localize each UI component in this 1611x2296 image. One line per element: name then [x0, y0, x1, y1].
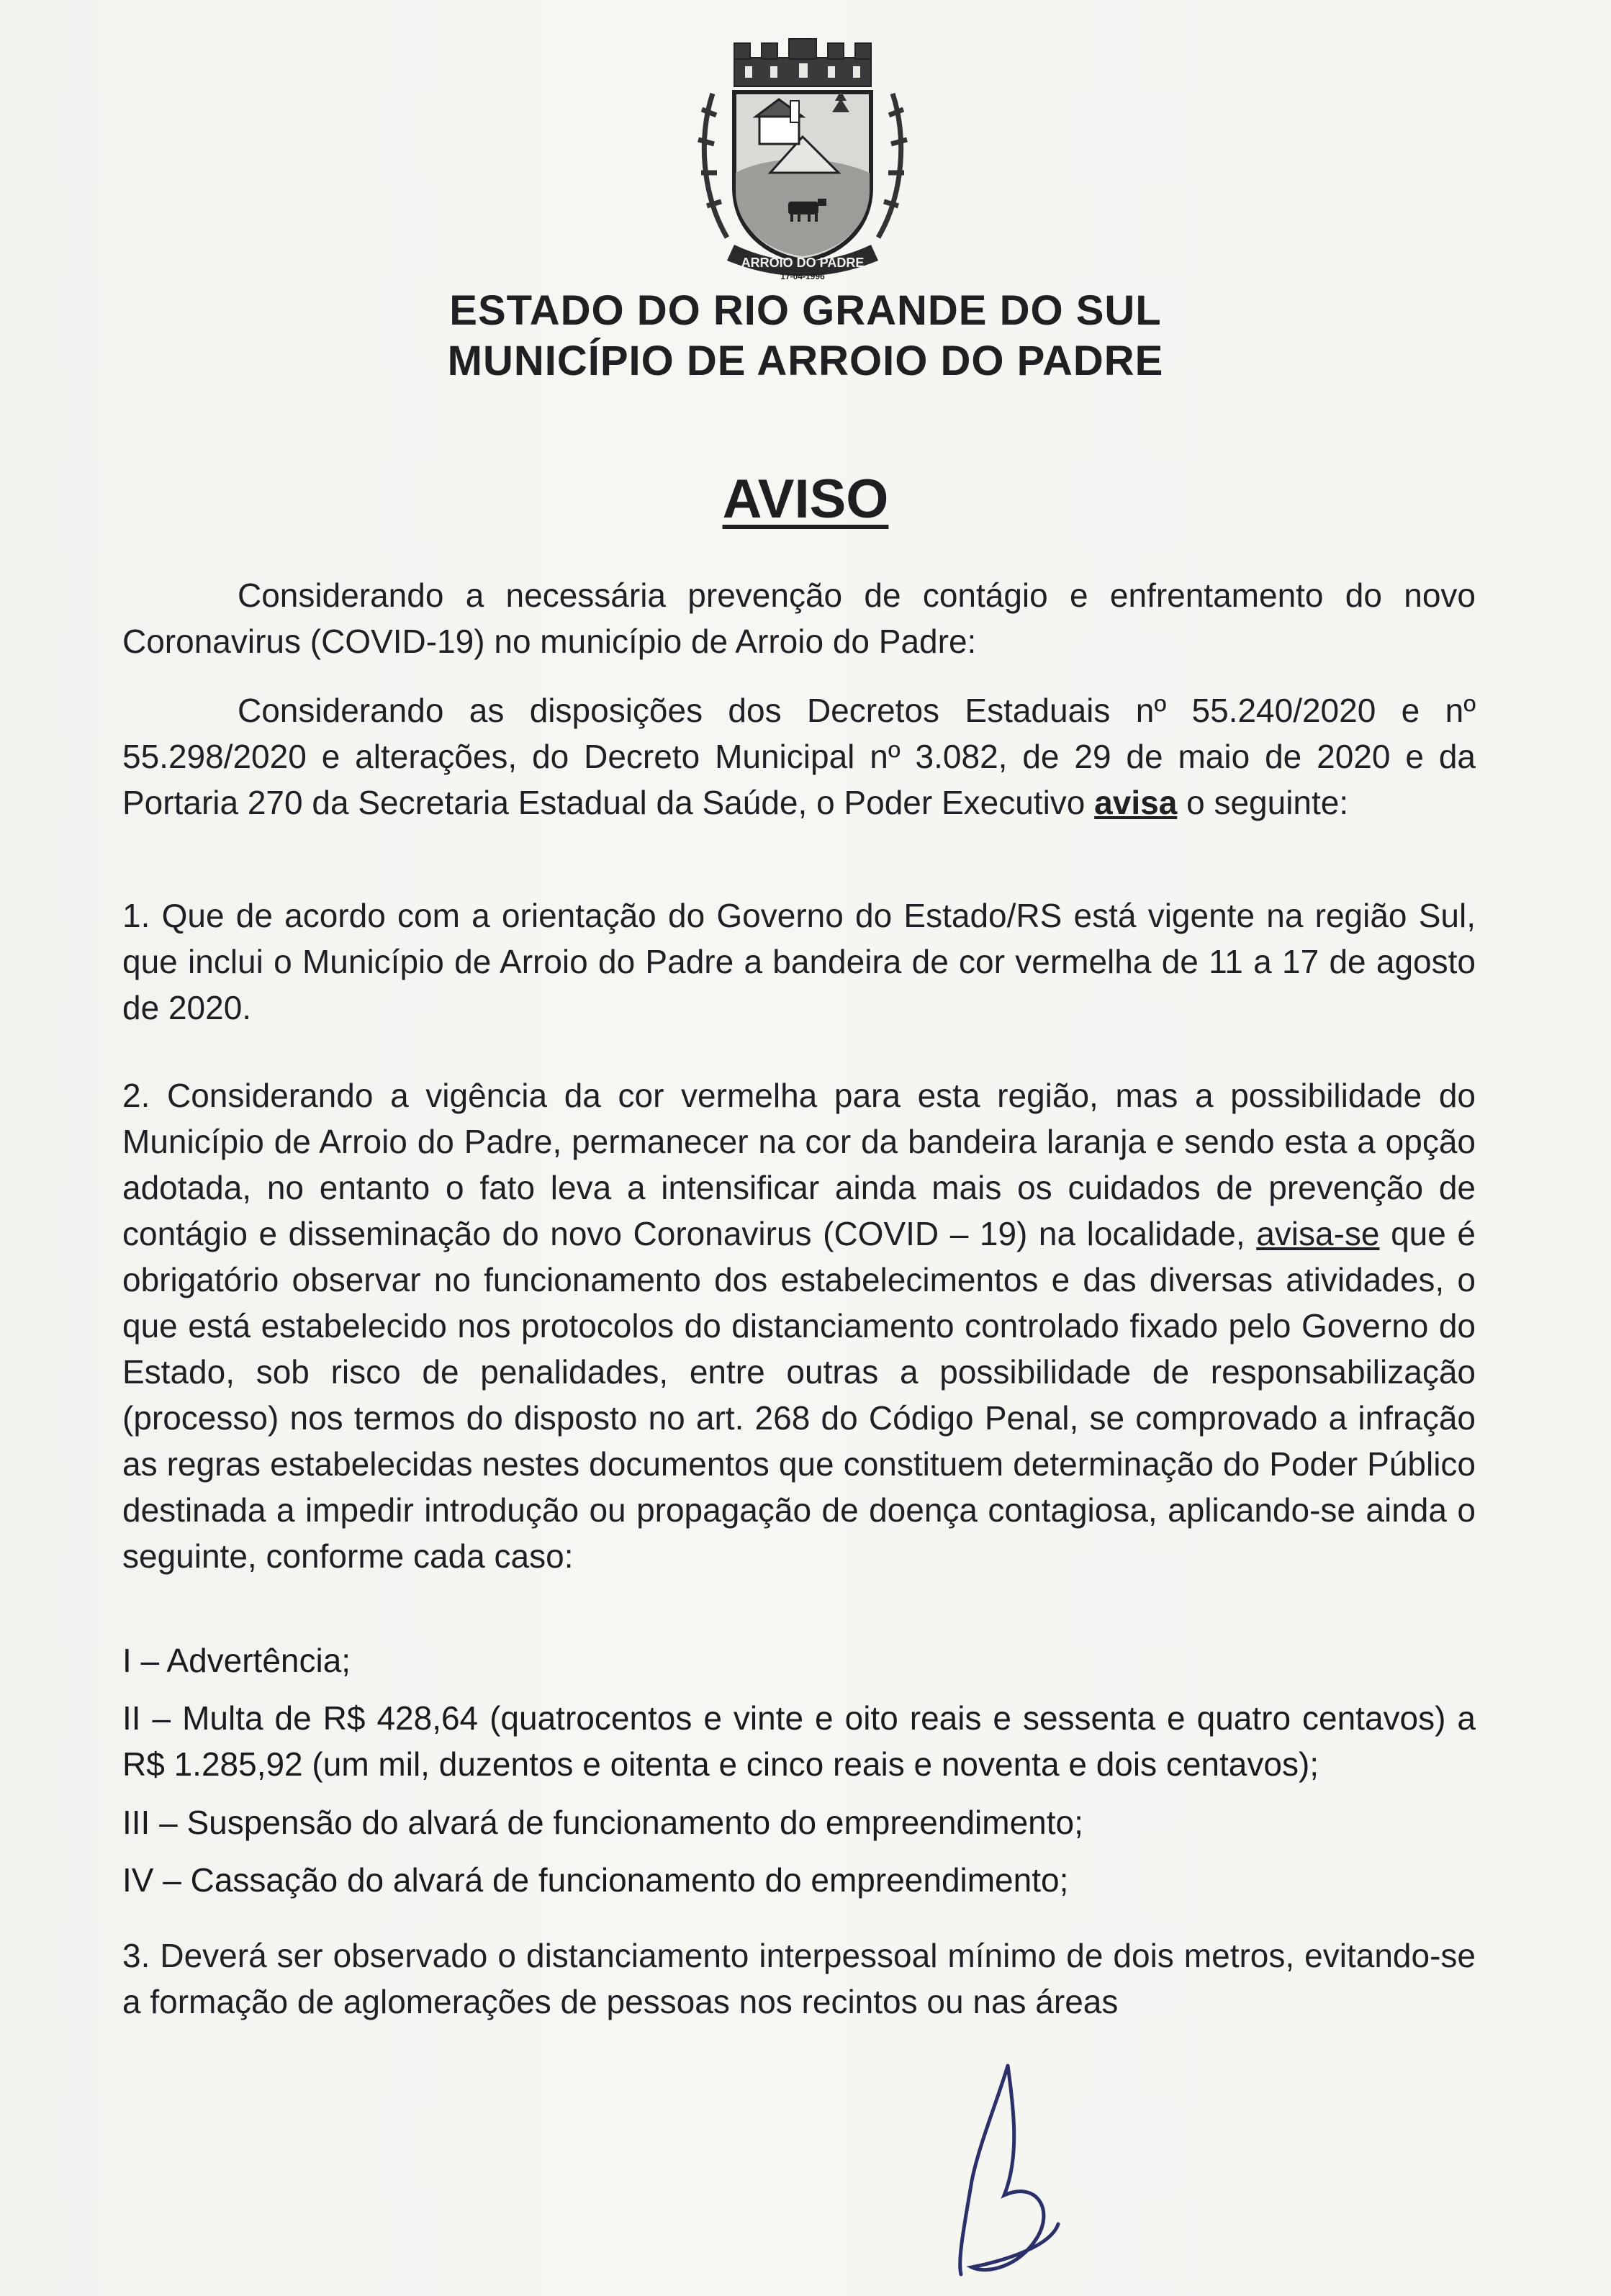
- avisa-se-emphasis: avisa-se: [1256, 1215, 1380, 1252]
- header-municipality: MUNICÍPIO DE ARROIO DO PADRE: [447, 338, 1164, 384]
- penalty-i: I – Advertência;: [122, 1642, 351, 1679]
- header-state: ESTADO DO RIO GRANDE DO SUL: [449, 287, 1162, 334]
- penalty-iii: III – Suspensão do alvará de funcionamento do empreendimento;: [122, 1804, 1083, 1841]
- item-2-end: que é obrigatório observar no funcionamento dos estabelecimentos e das diversas atividades, o que está estabelecido nos protocolos do distanciamento controlado fixado pelo Governo do Estado, sob risco de penalidades, entre outras a possibilidade de responsabilização (processo) nos termos do disposto no art. 268 do Código Penal, se comprovado a infração as regras estabelecidas nestes documentos que constituem determinação do Poder Público destinada a impedir introdução ou propagação de doença contagiosa, aplicando-se ainda o seguinte, conforme cada caso:: [122, 1215, 1476, 1575]
- item-3: 3. Deverá ser observado o distanciamento interpessoal mínimo de dois metros, evitando-se a formação de aglomerações de pessoas nos recintos ou nas áreas: [122, 1937, 1476, 2020]
- document-title: AVISO: [722, 469, 889, 530]
- item-2: [122, 1072, 1476, 1579]
- p2-text: Considerando as disposições dos Decretos Estaduais nº 55.240/2020 e nº 55.298/2020 e alterações, do Decreto Municipal nº 3.082, de 29 de maio de 2020 e da Portaria 270 da Secretaria Estadual da Saúde, o Poder Executivo: [122, 692, 1476, 821]
- avisa-emphasis: avisa: [1094, 784, 1178, 821]
- item-1: 1. Que de acordo com a orientação do Governo do Estado/RS está vigente na região Sul, que inclui o Município de Arroio do Padre a bandeira de cor vermelha de 11 a 17 de agosto de 2020.: [122, 897, 1476, 1026]
- svg-text:ARROIO DO PADRE: ARROIO DO PADRE: [741, 256, 865, 270]
- svg-text:17-04-1996: 17-04-1996: [780, 271, 825, 281]
- penalty-ii: II – Multa de R$ 428,64 (quatrocentos e vinte e oito reais e sessenta e quatro centavos) a R$ 1.285,92 (um mil, duzentos e oitenta e cinco reais e noventa e dois centavos);: [122, 1699, 1476, 1783]
- item-2-text: 2. Considerando a vigência da cor vermelha para esta região, mas a possibilidade do Município de Arroio do Padre, permanecer na cor da bandeira laranja e sendo esta a opção adotada, no entanto o fato leva a intensificar ainda mais os cuidados de prevenção de contágio e disseminação do novo Coronavirus (COVID – 19) na localidade,: [122, 1077, 1476, 1252]
- paragraph-considering-decrees: [122, 687, 1476, 826]
- p2-end: o seguinte:: [1177, 784, 1349, 821]
- paragraph-considering-prevention: Considerando a necessária prevenção de contágio e enfrentamento do novo Coronavirus (COVID-19) no município de Arroio do Padre:: [122, 577, 1476, 660]
- handwritten-signature-icon: [929, 2058, 1101, 2289]
- municipal-crest-icon: [684, 29, 921, 281]
- penalty-iv: IV – Cassação do alvará de funcionamento do empreendimento;: [122, 1861, 1069, 1899]
